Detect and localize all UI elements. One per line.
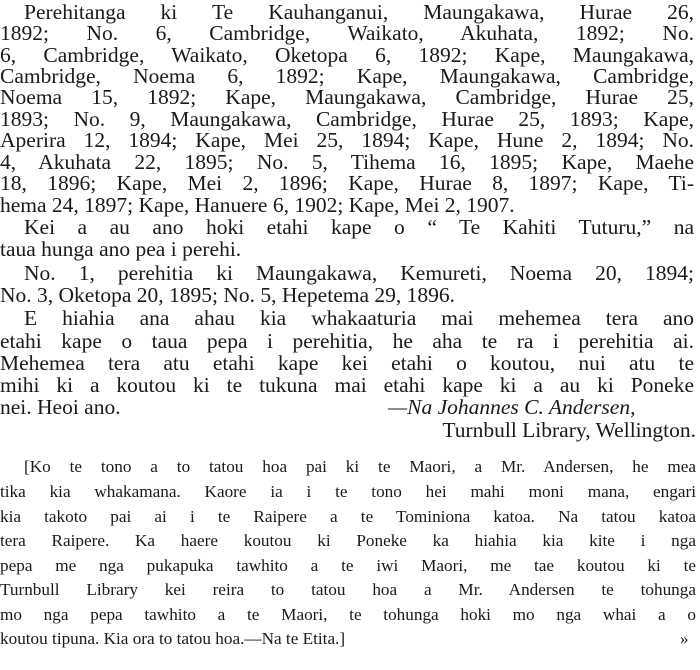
- text-line: Aperira 12, 1894; Kape, Mei 25, 1894; Kape, Hune 2, 1894; No.: [0, 128, 694, 152]
- text-line: Cambridge, Noema 6, 1892; Kape, Maungakawa, Cambridge,: [0, 64, 694, 88]
- editor-note-line: Turnbull Library kei reira to tatou hoa a Mr. Andersen te tohunga: [0, 580, 696, 599]
- editor-note-line: tera Raipere. Ka haere koutou ki Poneke ka hiahia kia kite i nga: [0, 531, 696, 550]
- text-line: E hiahia ana ahau kia whakaaturia mai mehemea tera ano: [24, 306, 694, 330]
- editor-note-line: pepa me nga pukapuka tawhito a te iwi Maori, me tae koutou ki te: [0, 556, 696, 575]
- text-line: mihi ki a koutou ki te tukuna mai etahi kape ki a au ki Poneke: [0, 373, 694, 397]
- text-line: etahi kape o taua pepa i perehitia, he aha te ra i perehitia ai.: [0, 329, 694, 353]
- text-line-start: nei. Heoi ano.: [0, 395, 121, 419]
- author-signature: —Na Johannes C. Andersen,: [388, 395, 636, 419]
- text-line: 18, 1896; Kape, Mei 2, 1896; Kape, Hurae 8, 1897; Kape, Ti-: [0, 171, 694, 195]
- signature-address: Turnbull Library, Wellington.: [442, 418, 696, 442]
- text-line: 6, Cambridge, Waikato, Oketopa 6, 1892; Kape, Maungakawa,: [0, 43, 694, 67]
- editor-note-line: tika kia whakamana. Kaore ia i te tono hei mahi moni mana, engari: [0, 482, 696, 501]
- text-line: Perehitanga ki Te Kauhanganui, Maungakawa, Hurae 26,: [24, 0, 694, 24]
- text-line: No. 3, Oketopa 20, 1895; No. 5, Hepetema 29, 1896.: [0, 283, 456, 307]
- trailing-mark: »: [680, 629, 689, 648]
- text-line: hema 24, 1897; Kape, Hanuere 6, 1902; Kape, Mei 2, 1907.: [0, 193, 515, 217]
- text-line: 1892; No. 6, Cambridge, Waikato, Akuhata, 1892; No.: [0, 21, 694, 45]
- text-line: taua hunga ano pea i perehi.: [0, 237, 242, 261]
- editor-note-line: mo nga pepa tawhito a te Maori, te tohunga hoki mo nga whai a o: [0, 605, 696, 624]
- editor-note-line: [Ko te tono a to tatou hoa pai ki te Maori, a Mr. Andersen, he mea: [24, 457, 696, 476]
- text-line: Kei a au ano hoki etahi kape o “ Te Kahiti Tuturu,” na: [24, 215, 694, 239]
- text-line: 1893; No. 9, Maungakawa, Cambridge, Hurae 25, 1893; Kape,: [0, 107, 694, 131]
- editor-note-line: koutou tipuna. Kia ora to tatou hoa.—Na te Etita.]: [0, 629, 346, 648]
- text-line: 4, Akuhata 22, 1895; No. 5, Tihema 16, 1895; Kape, Maehe: [0, 150, 694, 174]
- text-line: [0, 396, 694, 418]
- text-line: Mehemea tera atu etahi kape kei etahi o koutou, nui atu te: [0, 351, 694, 375]
- editor-note-line: kia takoto pai ai i te Raipere a te Tominiona katoa. Na tatou katoa: [0, 507, 696, 526]
- text-line: Noema 15, 1892; Kape, Maungakawa, Cambridge, Hurae 25,: [0, 85, 694, 109]
- text-line: No. 1, perehitia ki Maungakawa, Kemureti, Noema 20, 1894;: [24, 261, 694, 285]
